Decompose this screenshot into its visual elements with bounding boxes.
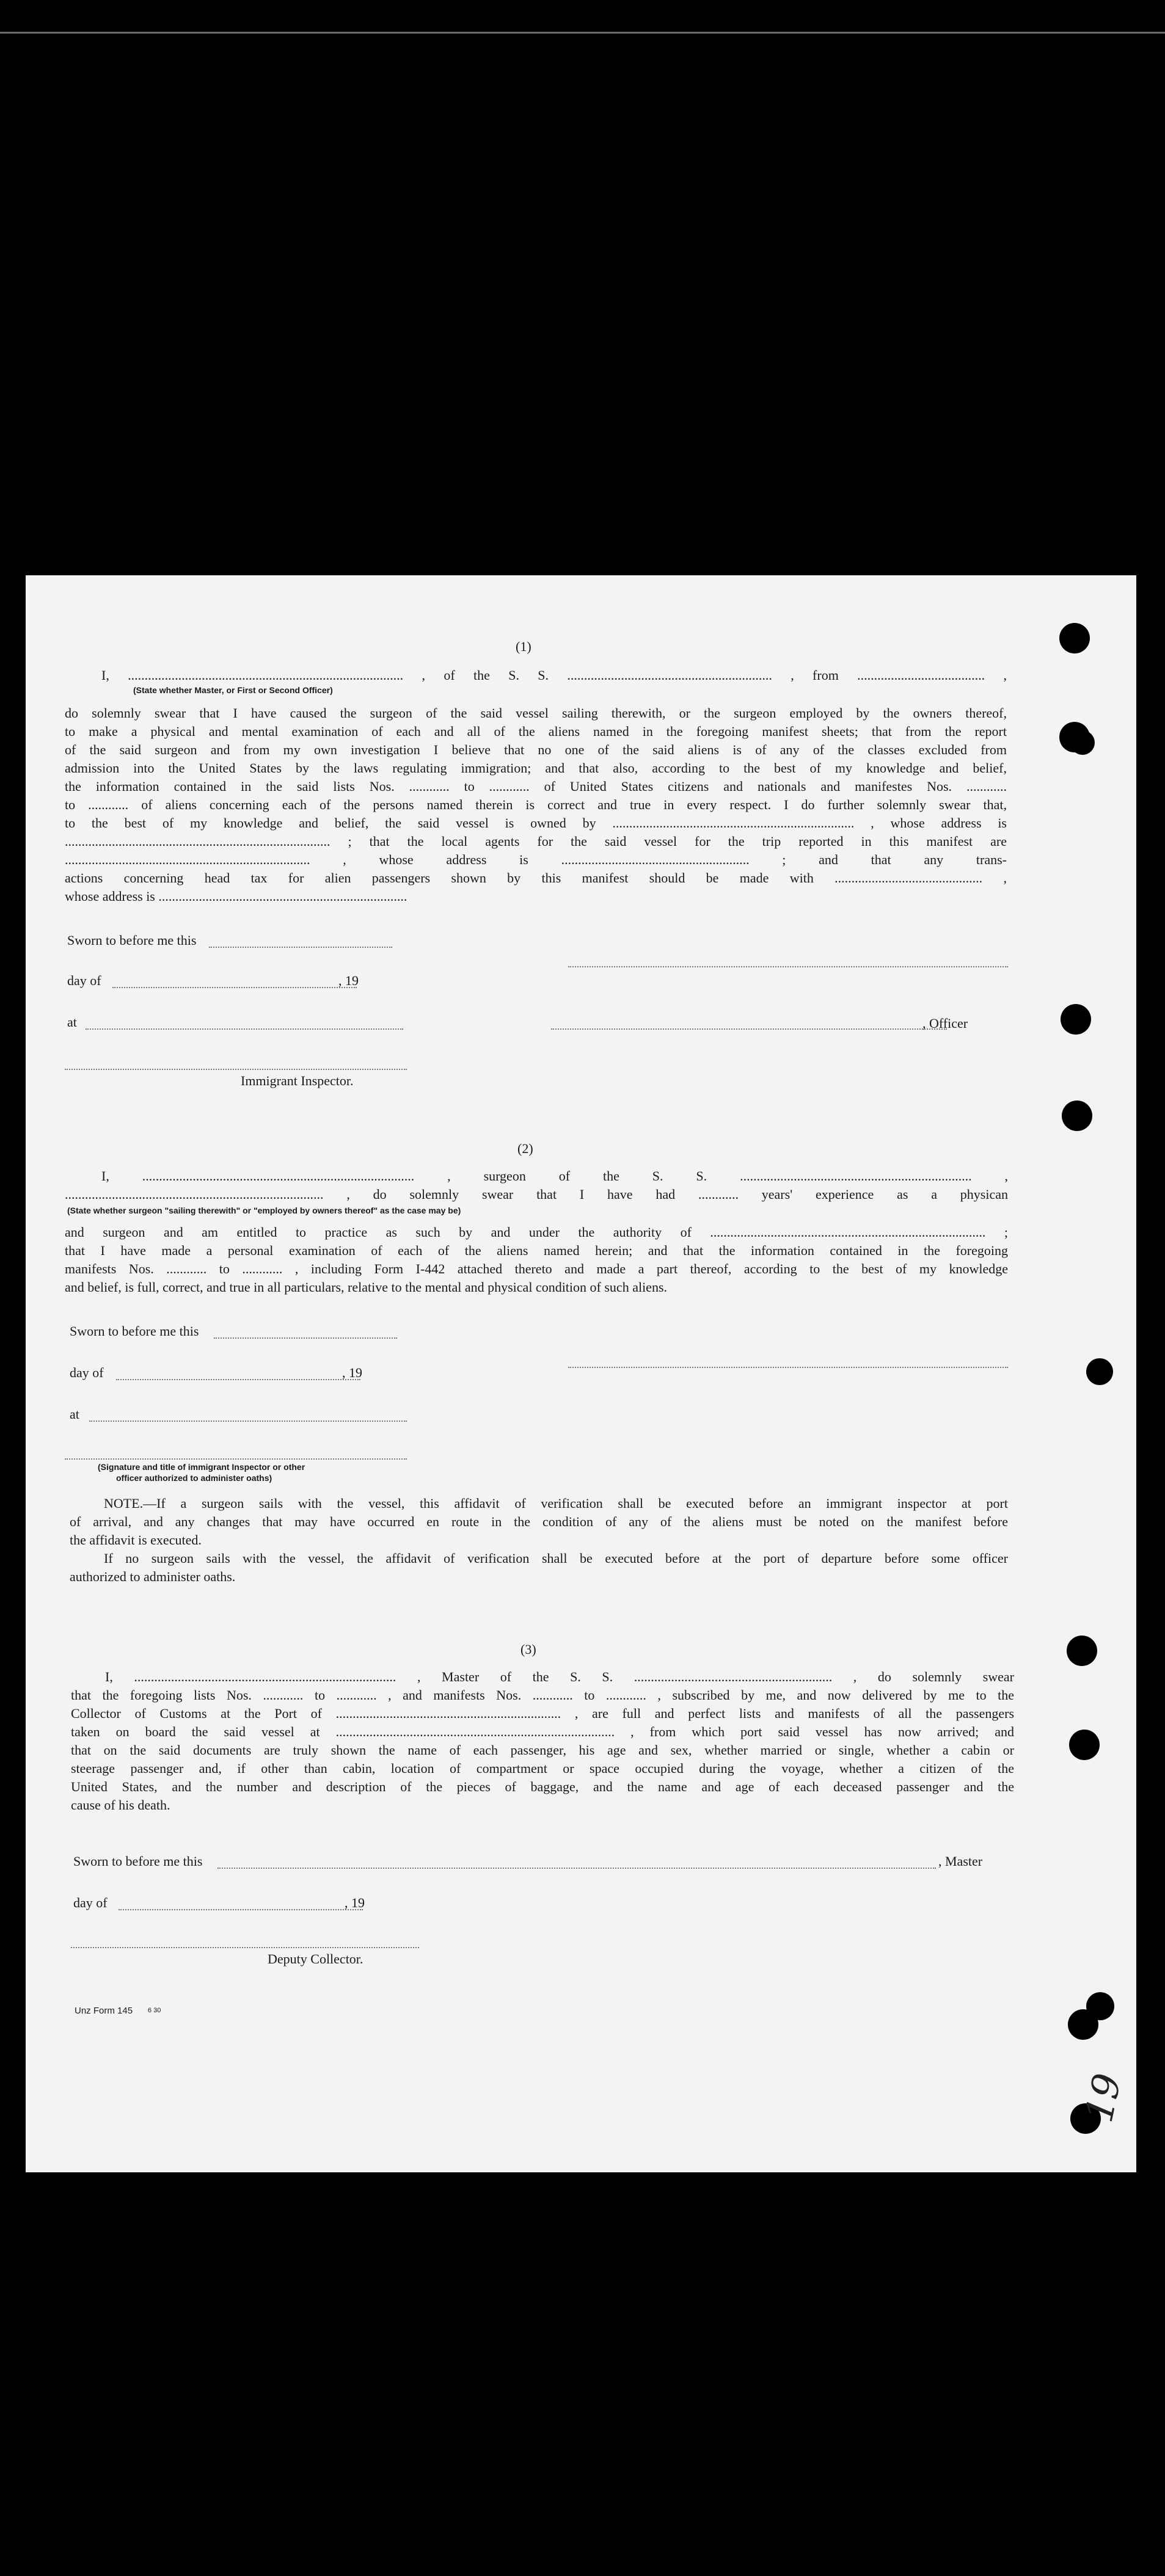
punch-hole (1068, 2009, 1098, 2040)
section-1-day-line (112, 987, 357, 988)
section-3-line-1: I, .............................................................................. , Master of the S. S. ........................................................... , do solemnly swear (105, 1669, 1014, 1684)
punch-hole (1086, 1358, 1113, 1385)
section-2-signature-note-1: (Signature and title of immigrant Inspector or other (98, 1462, 305, 1472)
section-1-line-1: I, .................................................................................. , of the S. S. ............................................................. , from ...................................... , (101, 668, 1007, 683)
section-1-line-11: actions concerning head tax for alien passengers shown by this manifest should be made with ............................................ , (65, 870, 1007, 886)
section-2-inspector-line (65, 1458, 407, 1460)
section-1-line-5: admission into the United States by the laws regulating immigration; and that also, according to the best of my knowledge and belief, (65, 760, 1007, 776)
section-3-deputy-title: Deputy Collector. (268, 1951, 363, 1967)
punch-hole (1059, 623, 1090, 653)
section-2-number: (2) (517, 1141, 533, 1156)
section-2-line-6: and belief, is full, correct, and true in all particulars, relative to the mental and physical condition of such aliens. (65, 1279, 668, 1295)
section-2-line-4: that I have made a personal examination of each of the aliens named herein; and that the information contained in the foregoing (65, 1243, 1008, 1258)
manifest-affidavit-sheet (26, 575, 1136, 2172)
form-number: Unz Form 145 (75, 2006, 133, 2016)
section-2-day-label: day of (70, 1365, 104, 1380)
section-3-master-label: , Master (938, 1854, 983, 1869)
section-2-note-line-3: the affidavit is executed. (70, 1532, 202, 1548)
section-2-note-line-5: authorized to administer oaths. (70, 1569, 236, 1584)
section-2-line-2: ............................................................................. , do solemnly swear that I have had ............ years' experience as a physican (65, 1187, 1008, 1202)
section-1-line-3: to make a physical and mental examination of each and all of the aliens named in the foregoing manifest sheets; that from the report (65, 724, 1007, 739)
section-3-collector-line (71, 1947, 419, 1948)
section-1-day-label: day of (67, 973, 101, 988)
section-3-day-label: day of (73, 1895, 108, 1910)
section-1-year-label: , 19 (338, 973, 359, 988)
section-1-line-9: ............................................................................... ; that the local agents for the said vessel for the trip reported in this manifest are (65, 834, 1007, 849)
section-1-officer-line (551, 1028, 947, 1030)
section-1-sworn-label: Sworn to before me this (67, 933, 197, 948)
section-2-line-1: I, ................................................................................. , surgeon of the S. S. ..................................................................... , (101, 1168, 1008, 1184)
form-print-code: 6 30 (148, 2007, 161, 2014)
section-1-at-label: at (67, 1014, 77, 1030)
section-1-line-6: the information contained in the said lists Nos. ............ to ............ of United States citizens and nationals and manifestes Nos. ............ (65, 779, 1007, 794)
section-3-master-line (217, 1868, 936, 1869)
section-2-sworn-date-line (214, 1337, 397, 1339)
section-2-day-line (116, 1379, 360, 1380)
section-1-officer-label: , Officer (922, 1016, 968, 1031)
section-3-line-8: cause of his death. (71, 1797, 170, 1813)
section-2-surgeon-note: (State whether surgeon "sailing therewith" or "employed by owners thereof" as the case may be) (67, 1206, 461, 1215)
punch-hole (1067, 1635, 1097, 1666)
section-2-signature-line (568, 1367, 1008, 1368)
film-edge-line (0, 32, 1165, 34)
section-2-signature-note-2: officer authorized to administer oaths) (116, 1473, 272, 1483)
handwritten-page-number: 19 (1076, 2069, 1130, 2127)
section-3-year-label: , 19 (345, 1895, 365, 1910)
section-1-number: (1) (516, 639, 531, 654)
punch-hole (1069, 1730, 1100, 1760)
section-3-sworn-label: Sworn to before me this (73, 1854, 203, 1869)
section-2-line-5: manifests Nos. ............ to ............ , including Form I-442 attached thereto and made a part thereof, according to the best of my knowledge (65, 1261, 1008, 1276)
section-1-signature-line (568, 966, 1008, 967)
section-3-line-5: that on the said documents are truly shown the name of each passenger, his age and sex, whether married or single, whether a cabin or (71, 1742, 1014, 1758)
section-3-line-4: taken on board the said vessel at ................................................................................... , from which port said vessel has now arrived; and (71, 1724, 1014, 1739)
section-1-inspector-line (65, 1069, 407, 1070)
punch-hole (1062, 1101, 1092, 1131)
section-2-sworn-label: Sworn to before me this (70, 1323, 199, 1339)
section-2-line-3: and surgeon and am entitled to practice as such by and under the authority of .................................................................................. ; (65, 1224, 1008, 1240)
section-2-note-line-2: of arrival, and any changes that may have occurred en route in the condition of any of the aliens must be noted on the manifest before (70, 1514, 1008, 1529)
section-1-line-12: whose address is .......................................................................... (65, 889, 407, 904)
section-3-line-7: United States, and the number and description of the pieces of baggage, and the name and age of each deceased passenger and the (71, 1779, 1014, 1794)
section-1-inspector-title: Immigrant Inspector. (241, 1073, 354, 1088)
section-2-at-line (89, 1421, 407, 1422)
section-1-line-7: to ............ of aliens concerning each of the persons named therein is correct and true in every respect. I do further solemnly swear that, (65, 797, 1007, 812)
section-1-line-10: ......................................................................... , whose address is ........................................................ ; and that any trans- (65, 852, 1007, 867)
section-1-at-line (86, 1028, 403, 1030)
section-3-number: (3) (520, 1642, 536, 1657)
section-2-note-line-1: NOTE.—If a surgeon sails with the vessel, this affidavit of verification shall be executed before an immigrant inspector at port (104, 1496, 1008, 1511)
section-3-line-6: steerage passenger and, if other than cabin, location of compartment or space occupied during the voyage, whether a citizen of the (71, 1761, 1014, 1776)
section-3-line-2: that the foregoing lists Nos. ............ to ............ , and manifests Nos. ............ to ............ , subscribed by me, and now delivered by me to the (71, 1687, 1014, 1703)
section-2-note-line-4: If no surgeon sails with the vessel, the affidavit of verification shall be executed before at the port of departure before some officer (104, 1551, 1008, 1566)
punch-hole (1070, 730, 1095, 755)
section-3-day-line (119, 1909, 363, 1910)
section-1-line-8: to the best of my knowledge and belief, the said vessel is owned by ........................................................................ , whose address is (65, 815, 1007, 831)
section-2-at-label: at (70, 1406, 79, 1422)
section-1-sworn-date-line (209, 947, 392, 948)
section-3-line-3: Collector of Customs at the Port of ................................................................... , are full and perfect lists and manifests of all the passengers (71, 1706, 1014, 1721)
section-1-line-4: of the said surgeon and from my own investigation I believe that no one of the said aliens is of any of the classes excluded from (65, 742, 1007, 757)
section-2-year-label: , 19 (342, 1365, 362, 1380)
punch-hole (1061, 1004, 1091, 1035)
section-1-line-2: do solemnly swear that I have caused the surgeon of the said vessel sailing therewith, or the surgeon employed by the owners thereof, (65, 705, 1007, 721)
section-1-officer-note: (State whether Master, or First or Second Officer) (133, 685, 333, 695)
